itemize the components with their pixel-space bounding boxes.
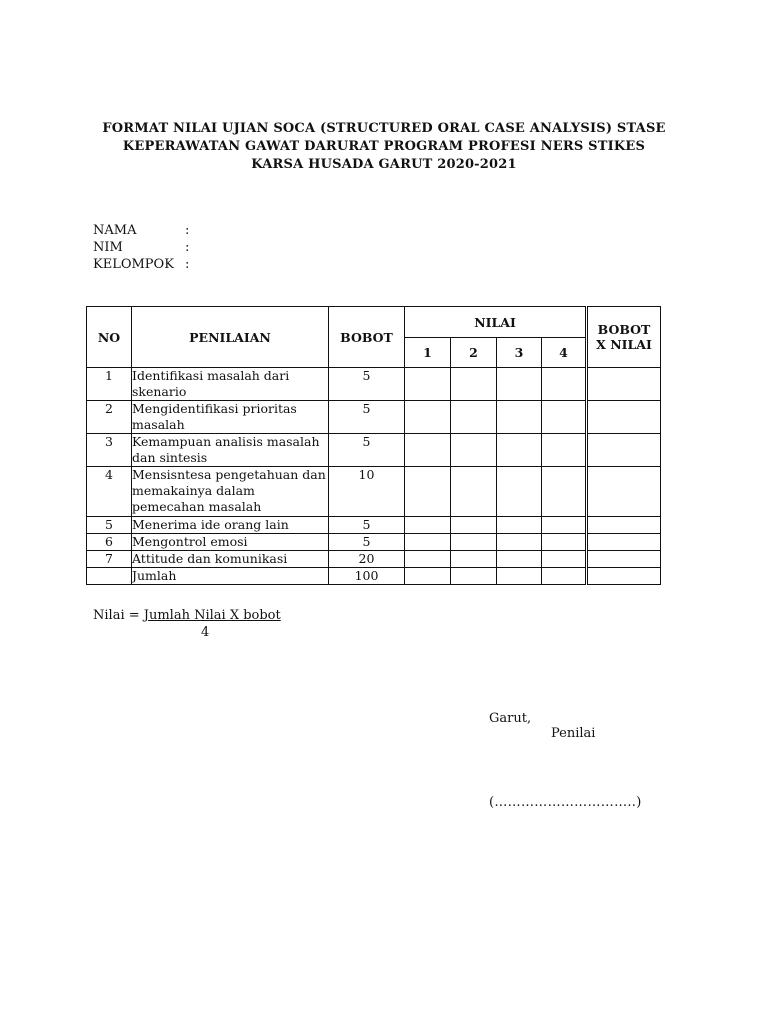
table-row [87, 517, 661, 534]
row-penilaian: Identifikasi masalah dari skenario [132, 368, 329, 401]
table-row [87, 434, 661, 467]
table-row [87, 534, 661, 551]
field-colon: : [185, 257, 190, 272]
table-row [87, 401, 661, 434]
row-no [87, 568, 132, 585]
row-no: 4 [87, 467, 132, 517]
nilai-cell [542, 568, 587, 585]
formula-prefix: Nilai = [93, 608, 144, 623]
title-line-3: KARSA HUSADA GARUT 2020-2021 [251, 157, 517, 172]
nilai-cell [497, 534, 542, 551]
bobot-x-nilai-cell [587, 568, 661, 585]
row-bobot: 20 [329, 551, 405, 568]
document-title [60, 120, 708, 174]
nilai-cell [451, 434, 497, 467]
field-label-nim: NIM [93, 240, 123, 255]
nilai-cell [542, 434, 587, 467]
row-bobot: 5 [329, 534, 405, 551]
row-bobot: 5 [329, 401, 405, 434]
assessment-table [86, 306, 661, 585]
nilai-cell [497, 368, 542, 401]
nilai-cell [405, 368, 451, 401]
header-nilai: NILAI [405, 307, 587, 338]
nilai-cell [497, 434, 542, 467]
bobot-x-nilai-cell [587, 467, 661, 517]
row-bobot: 10 [329, 467, 405, 517]
signature-line: (…………………………..) [489, 795, 642, 810]
row-bobot: 5 [329, 517, 405, 534]
signature-role: Penilai [551, 726, 596, 741]
header-row-1 [87, 307, 661, 338]
bobot-x-nilai-cell [587, 551, 661, 568]
row-no: 2 [87, 401, 132, 434]
bobot-x-nilai-cell [587, 401, 661, 434]
nilai-cell [542, 534, 587, 551]
table-row [87, 368, 661, 401]
score-formula [93, 608, 281, 624]
header-nilai-4: 4 [542, 338, 587, 368]
nilai-cell [451, 551, 497, 568]
row-penilaian: Attitude dan komunikasi [132, 551, 329, 568]
field-label-nama: NAMA [93, 223, 137, 238]
nilai-cell [451, 368, 497, 401]
nilai-cell [542, 401, 587, 434]
title-line-2: KEPERAWATAN GAWAT DARURAT PROGRAM PROFESI NERS STIKES [122, 139, 646, 154]
row-penilaian-total: Jumlah [132, 568, 329, 585]
header-no: NO [87, 307, 132, 368]
nilai-cell [451, 467, 497, 517]
bobot-x-nilai-cell [587, 434, 661, 467]
formula-numerator: Jumlah Nilai X bobot [143, 608, 281, 623]
nilai-cell [451, 517, 497, 534]
table-row [87, 551, 661, 568]
row-bobot-total: 100 [329, 568, 405, 585]
field-label-kelompok: KELOMPOK [93, 257, 174, 272]
row-no: 7 [87, 551, 132, 568]
nilai-cell [405, 568, 451, 585]
header-nilai-3: 3 [497, 338, 542, 368]
row-penilaian: Menerima ide orang lain [132, 517, 329, 534]
header-bobot-x-nilai-line-2: X NILAI [596, 337, 652, 352]
nilai-cell [497, 401, 542, 434]
nilai-cell [405, 534, 451, 551]
nilai-cell [451, 534, 497, 551]
row-penilaian: Mensisntesa pengetahuan dan memakainya dalam pemecahan masalah [132, 467, 329, 517]
bobot-x-nilai-cell [587, 517, 661, 534]
row-bobot: 5 [329, 368, 405, 401]
nilai-cell [451, 568, 497, 585]
row-no: 1 [87, 368, 132, 401]
header-nilai-1: 1 [405, 338, 451, 368]
header-bobot-x-nilai [587, 307, 661, 368]
nilai-cell [451, 401, 497, 434]
bobot-x-nilai-cell [587, 368, 661, 401]
nilai-cell [497, 568, 542, 585]
nilai-cell [497, 467, 542, 517]
nilai-cell [405, 401, 451, 434]
bobot-x-nilai-cell [587, 534, 661, 551]
nilai-cell [405, 551, 451, 568]
nilai-cell [405, 434, 451, 467]
header-nilai-2: 2 [451, 338, 497, 368]
nilai-cell [497, 517, 542, 534]
table-row [87, 467, 661, 517]
header-bobot-x-nilai-line-1: BOBOT [597, 322, 651, 337]
nilai-cell [542, 517, 587, 534]
title-line-1: FORMAT NILAI UJIAN SOCA (STRUCTURED ORAL CASE ANALYSIS) STASE [102, 121, 666, 136]
formula-denominator: 4 [201, 625, 210, 640]
row-no: 3 [87, 434, 132, 467]
field-colon: : [185, 240, 190, 255]
row-no: 6 [87, 534, 132, 551]
field-colon: : [185, 223, 190, 238]
row-bobot: 5 [329, 434, 405, 467]
header-penilaian: PENILAIAN [132, 307, 329, 368]
row-penilaian: Mengidentifikasi prioritas masalah [132, 401, 329, 434]
nilai-cell [405, 467, 451, 517]
nilai-cell [542, 551, 587, 568]
header-bobot: BOBOT [329, 307, 405, 368]
nilai-cell [497, 551, 542, 568]
total-row [87, 568, 661, 585]
nilai-cell [542, 368, 587, 401]
row-penilaian: Kemampuan analisis masalah dan sintesis [132, 434, 329, 467]
row-penilaian: Mengontrol emosi [132, 534, 329, 551]
nilai-cell [542, 467, 587, 517]
nilai-cell [405, 517, 451, 534]
signature-place: Garut, [489, 711, 532, 726]
row-no: 5 [87, 517, 132, 534]
